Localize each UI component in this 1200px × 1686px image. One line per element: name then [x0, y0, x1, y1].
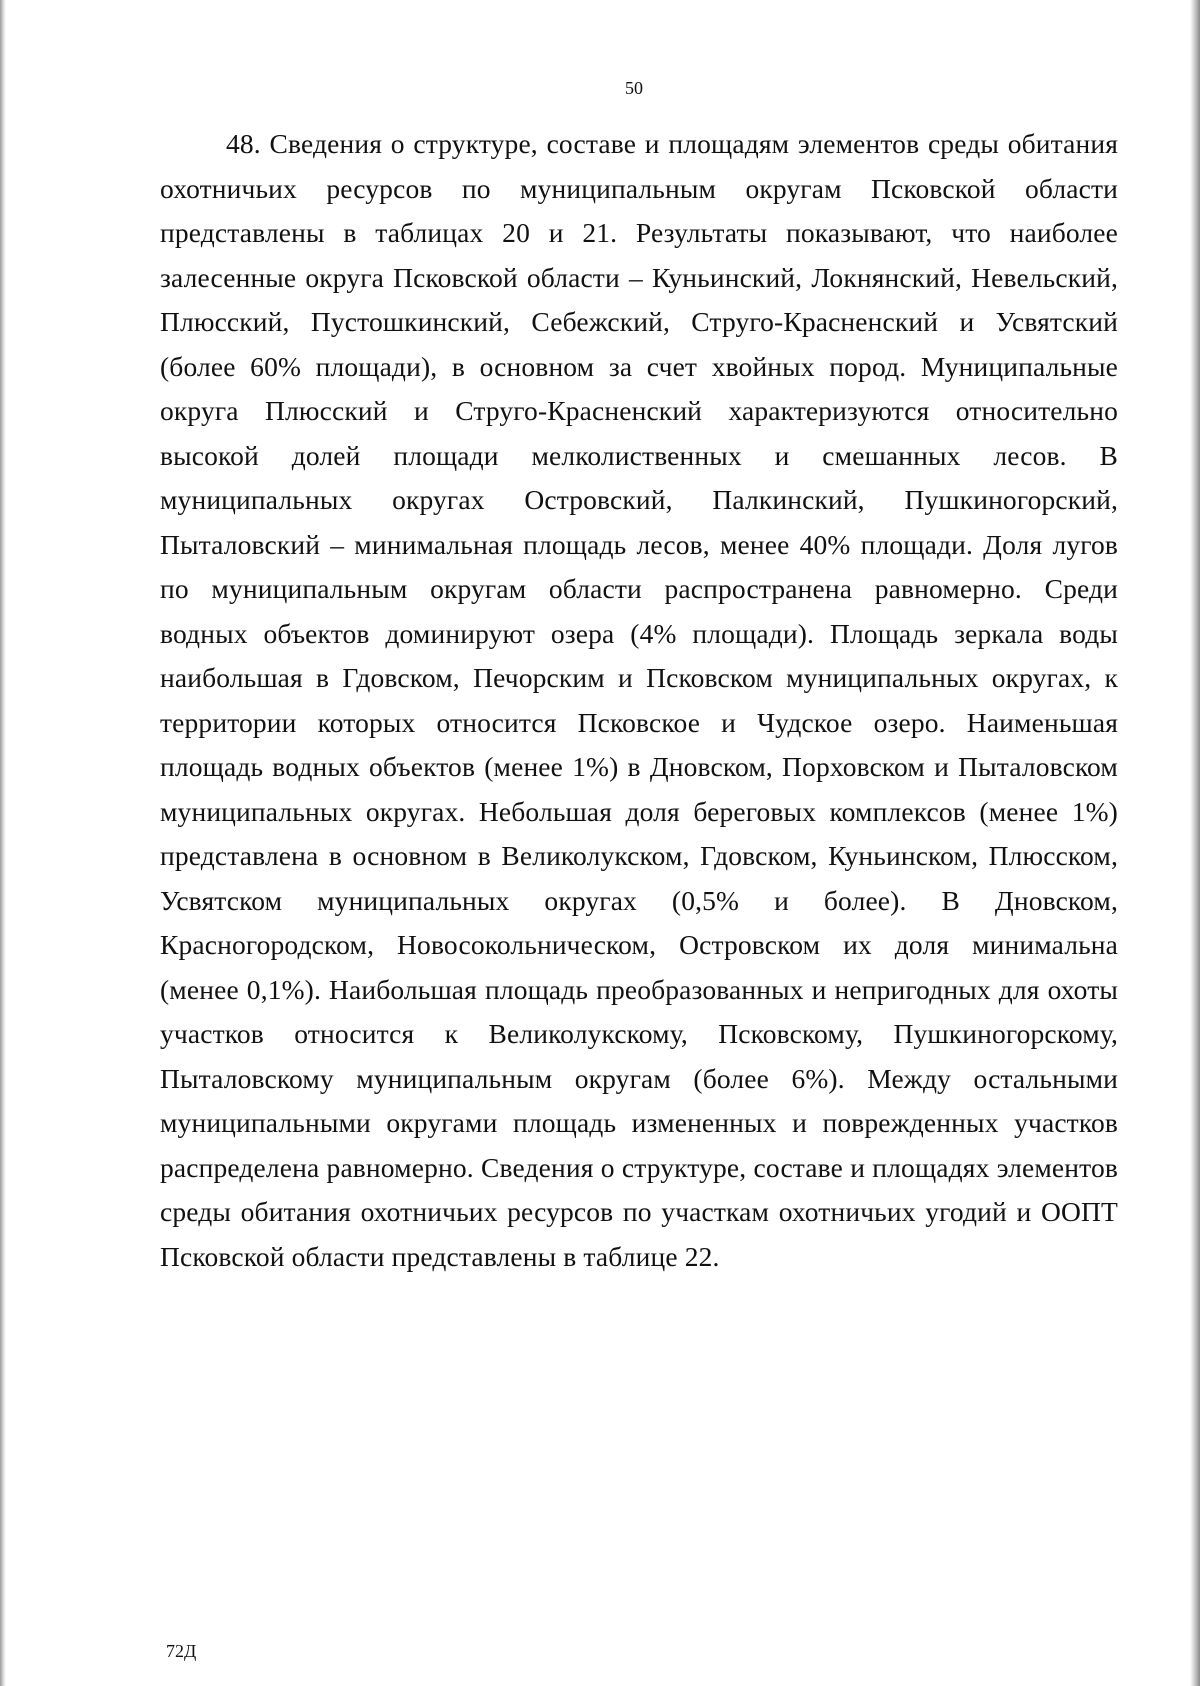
footer-code: 72Д: [166, 1641, 197, 1661]
scan-edge-right: [1190, 0, 1200, 1686]
scan-edge-left: [0, 0, 6, 1686]
body-paragraph: 48. Сведения о структуре, составе и площадям элементов среды обитания охотничьих ресурсов по муниципальным округам Псковской области представлены в таблицах 20 и 21. Результаты показывают, что наиболее залесенные округа Псковской области – Куньинский, Локнянский, Невельский, Плюсский, Пустошкинский, Себежский, Струго-Красненский и Усвятский (более 60% площади), в основном за счет хвойных пород. Муниципальные округа Плюсский и Струго-Красненский характеризуются относительно высокой долей площади мелколиственных и смешанных лесов. В муниципальных округах Островский, Палкинский, Пушкиногорский, Пыталовский – минимальная площадь лесов, менее 40% площади. Доля лугов по муниципальным округам области распространена равномерно. Среди водных объектов доминируют озера (4% площади). Площадь зеркала воды наибольшая в Гдовском, Печорским и Псковском муниципальных округах, к территории которых относится Псковское и Чудское озеро. Наименьшая площадь водных объектов (менее 1%) в Дновском, Порховском и Пыталовском муниципальных округах. Небольшая доля береговых комплексов (менее 1%) представлена в основном в Великолукском, Гдовском, Куньинском, Плюсском, Усвятском муниципальных округах (0,5% и более). В Дновском, Красногородском, Новосокольническом, Островском их доля минимальна (менее 0,1%). Наибольшая площадь преобразованных и непригодных для охоты участков относится к Великолукскому, Псковскому, Пушкиногорскому, Пыталовскому муниципальным округам (более 6%). Между остальными муниципальными округами площадь измененных и поврежденных участков распределена равномерно. Сведения о структуре, составе и площадях элементов среды обитания охотничьих ресурсов по участкам охотничьих угодий и ООПТ Псковской области представлены в таблице 22.: [160, 128, 1118, 1272]
page-number: 50: [625, 78, 643, 98]
